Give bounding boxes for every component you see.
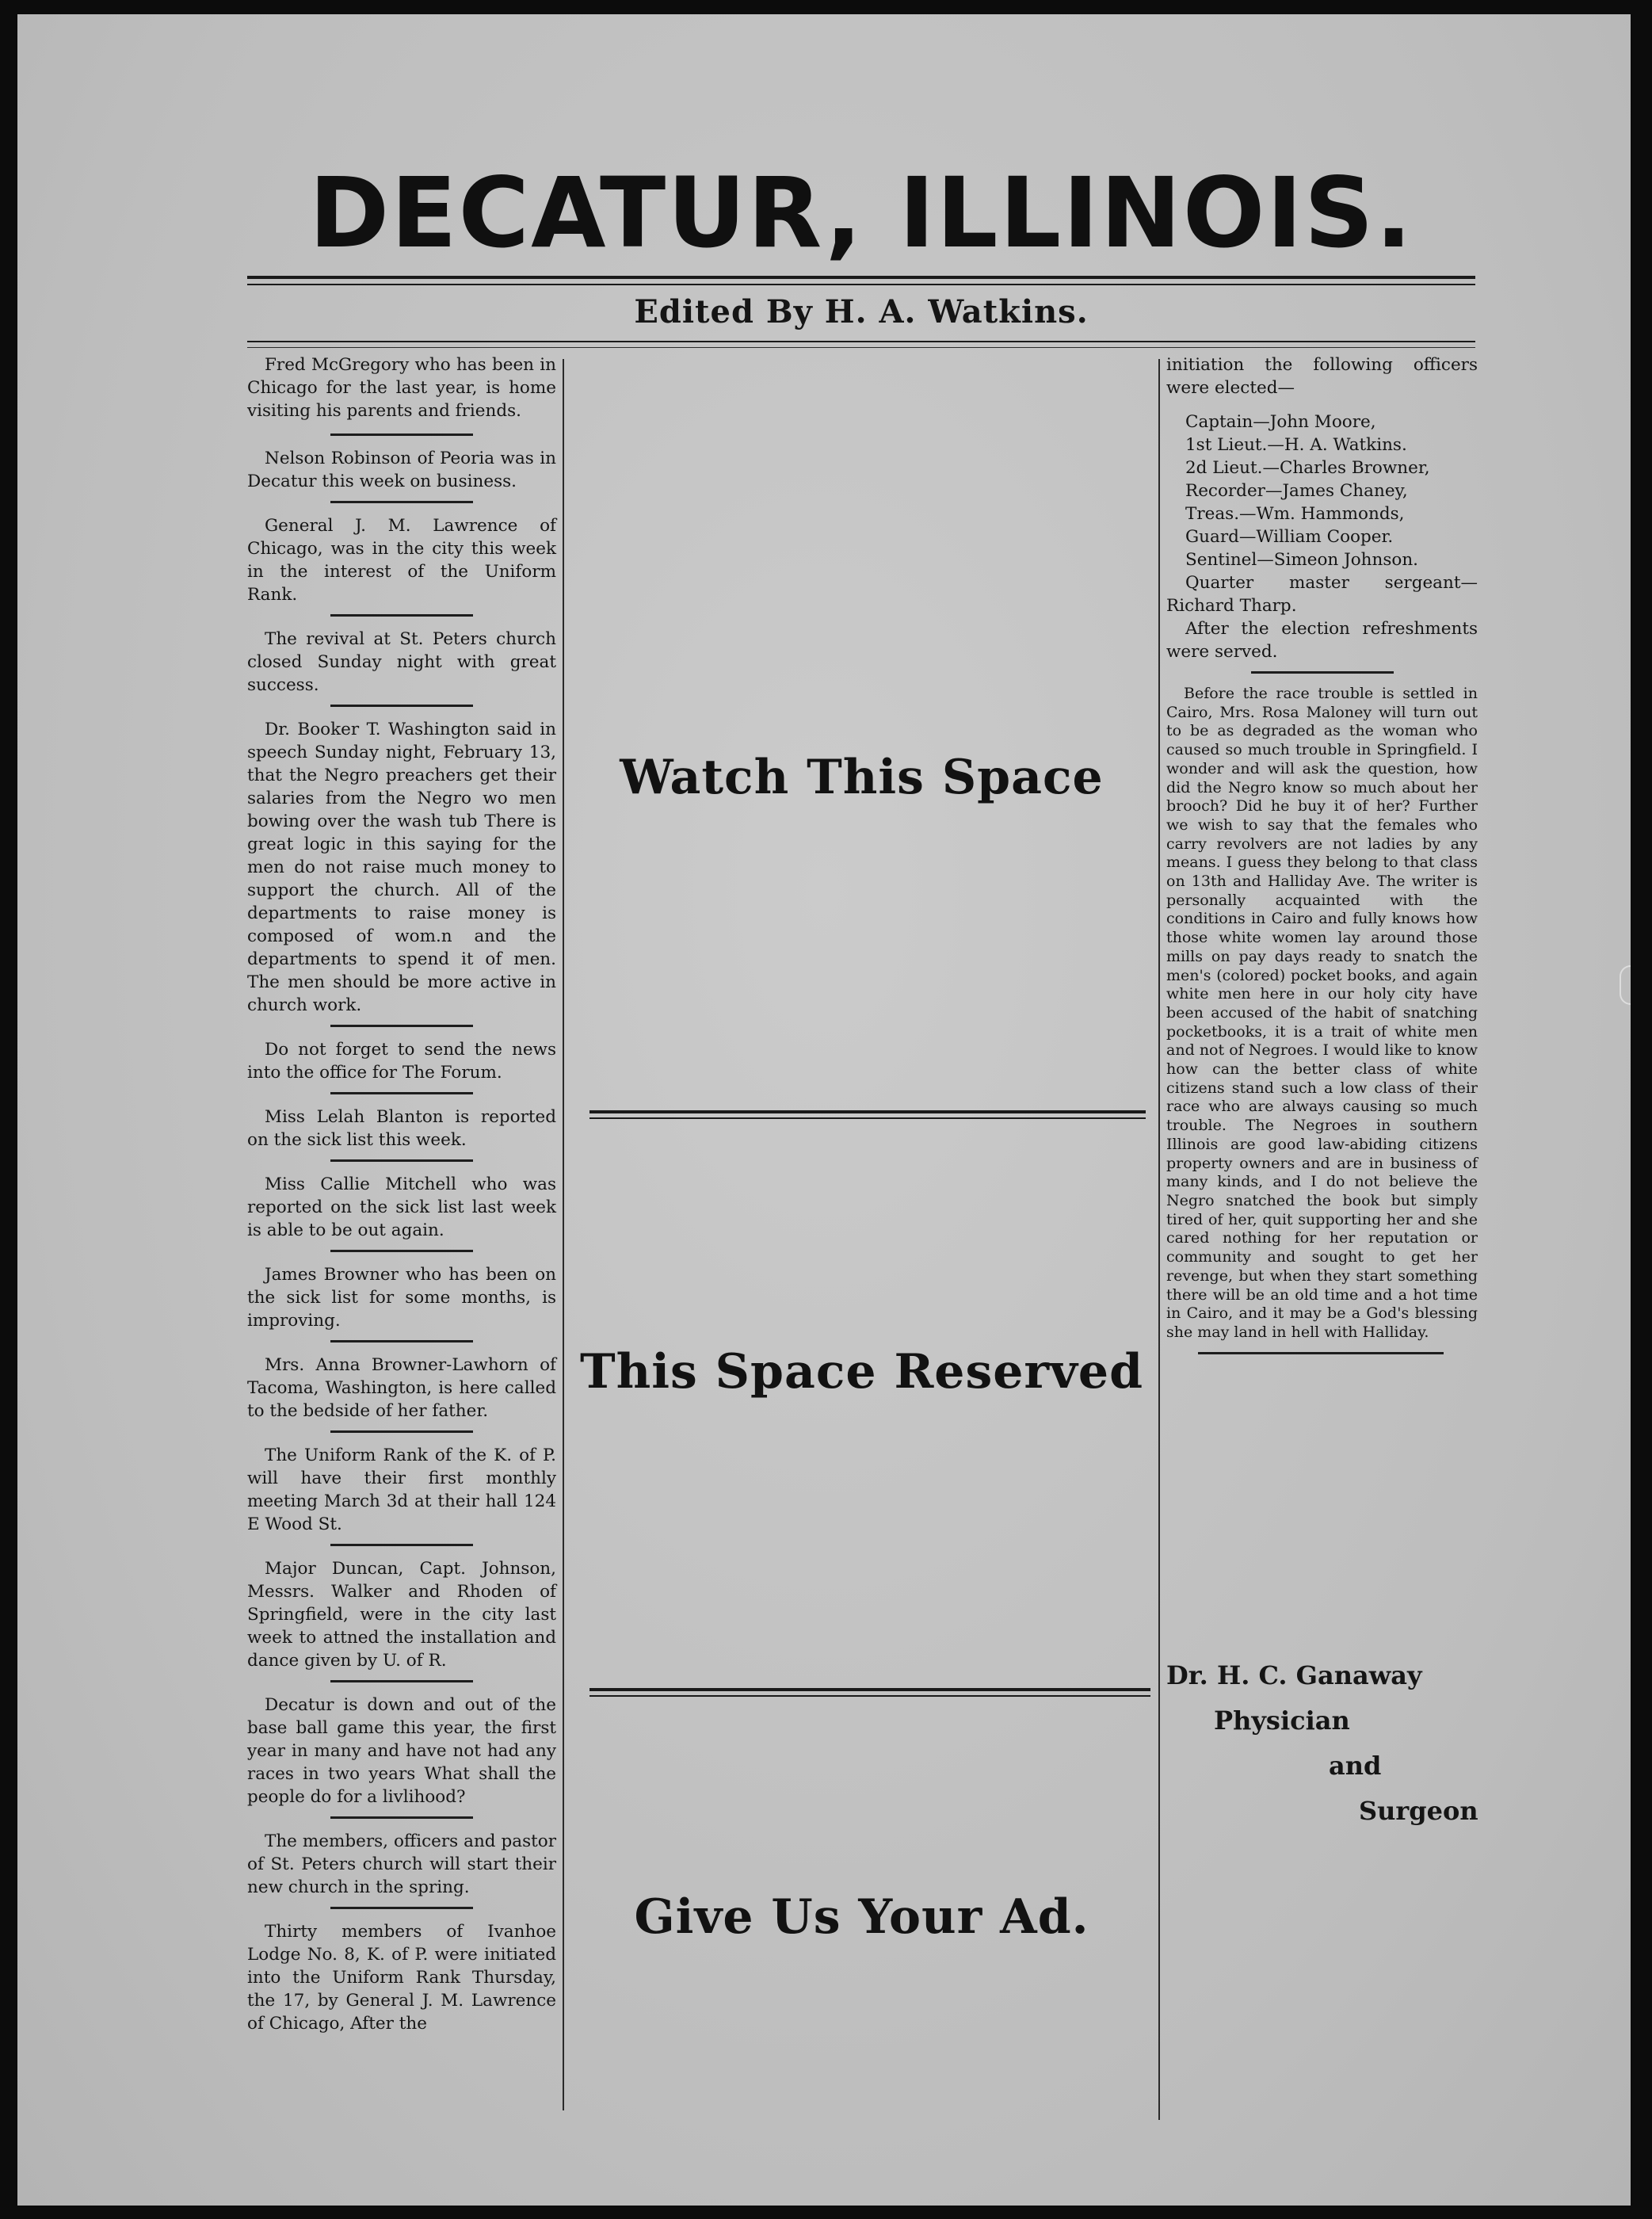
- news-item: Thirty members of Ivanhoe Lodge No. 8, K. of P. were initiated into the Uniform Rank Thursday, the 17, by General J. M. Lawrence of Chicago, After the: [247, 1922, 556, 2034]
- news-item: Major Duncan, Capt. Johnson, Messrs. Walker and Rhoden of Springfield, were in the city last week to attned the installation and dance given by U. of R.: [247, 1559, 556, 1671]
- separator: [330, 1340, 473, 1342]
- doctor-ad: [1166, 1653, 1483, 1834]
- ad-rule: [589, 1688, 1150, 1691]
- separator: [330, 1092, 473, 1094]
- editor-line: Edited By H. A. Watkins.: [634, 293, 1089, 330]
- officers-list: [1185, 411, 1478, 571]
- news-item: Do not forget to send the news into the office for The Forum.: [247, 1040, 556, 1083]
- officer-item: Sentinel—Simeon Johnson.: [1185, 550, 1419, 570]
- separator: [330, 1816, 473, 1819]
- news-item: Miss Lelah Blanton is reported on the sick list this week.: [247, 1107, 556, 1150]
- column-divider-left: [563, 359, 564, 2110]
- officer-item: Quarter master sergeant—Richard Tharp.: [1166, 573, 1478, 616]
- masthead-title: DECATUR, ILLINOIS.: [308, 157, 1414, 269]
- masthead-rule-thin: [247, 284, 1475, 285]
- newspaper-page: [17, 14, 1631, 2206]
- news-item: Decatur is down and out of the base ball game this year, the first year in many and have not had any races in two years What shall the people do for a livlihood?: [247, 1695, 556, 1807]
- news-item: Mrs. Anna Browner-Lawhorn of Tacoma, Washington, is here called to the bedside of her father.: [247, 1355, 556, 1421]
- ad-rule-thin: [589, 1117, 1146, 1119]
- separator: [330, 614, 473, 617]
- separator: [330, 433, 473, 436]
- separator: [1251, 671, 1394, 674]
- separator: [330, 705, 473, 707]
- separator: [330, 1025, 473, 1027]
- separator: [330, 1680, 473, 1682]
- ad-space-reserved: This Space Reserved: [579, 1344, 1144, 1400]
- ad-rule: [589, 1110, 1146, 1113]
- editor-rule-thin: [247, 347, 1475, 348]
- officer-item: Treas.—Wm. Hammonds,: [1185, 504, 1405, 524]
- masthead-rule: [247, 276, 1475, 279]
- officer-item: Recorder—James Chaney,: [1185, 481, 1408, 501]
- officers-intro: initiation the following officers were elected—: [1166, 355, 1478, 398]
- column-divider-right: [1158, 359, 1160, 2120]
- separator: [330, 1907, 473, 1909]
- right-column: [1166, 353, 1478, 1354]
- news-item: Miss Callie Mitchell who was reported on the sick list last week is able to be out again.: [247, 1174, 556, 1240]
- news-item: Dr. Booker T. Washington said in speech Sunday night, February 13, that the Negro preachers get their salaries from the Negro wo men bowing over the wash tub There is great logic in this saying for the men do not raise much money to support the church. All of the departments to raise money is composed of wom.n and the departments to spend it of men. The men should be more active in church work.: [247, 720, 556, 1015]
- separator: [330, 501, 473, 503]
- news-item: The Uniform Rank of the K. of P. will have their first monthly meeting March 3d at their hall 124 E Wood St.: [247, 1446, 556, 1534]
- separator: [330, 1430, 473, 1433]
- officer-item: 1st Lieut.—H. A. Watkins.: [1185, 435, 1407, 455]
- news-item: The members, officers and pastor of St. Peters church will start their new church in the spring.: [247, 1831, 556, 1897]
- news-item: Fred McGregory who has been in Chicago for the last year, is home visiting his parents and friends.: [247, 355, 556, 421]
- left-column: [247, 353, 556, 2035]
- officer-item: Guard—William Cooper.: [1185, 527, 1394, 547]
- ad-give-us-your-ad: Give Us Your Ad.: [634, 1889, 1089, 1945]
- separator: [330, 1544, 473, 1546]
- editor-rule: [247, 341, 1475, 342]
- news-item: Nelson Robinson of Peoria was in Decatur this week on business.: [247, 449, 556, 491]
- separator: [330, 1250, 473, 1252]
- separator: [330, 1159, 473, 1162]
- ad-watch-this-space: Watch This Space: [620, 750, 1104, 805]
- cairo-article: Before the race trouble is settled in Cairo, Mrs. Rosa Maloney will turn out to be as degraded as the woman who caused so much trouble in Springfield. I wonder and will ask the question, how did the Negro know so much about her brooch? Did he buy it of her? Further we wish to say that the females who carry revolvers are not ladies by any means. I guess they belong to that class on 13th and Halliday Ave. The writer is personally acquainted with the conditions in Cairo and fully knows how those white women lay around those mills on pay days ready to snatch the men's (colored) pocket books, and again white men here in our holy city have been accused of the habit of snatching pocketbooks, it is a trait of white men and not of Negroes. I would like to know how can the better class of white citizens stand such a low class of their race who are always causing so much trouble. The Negroes in southern Illinois are good law-abiding citizens property owners and are in business of many kinds, and I do not believe the Negro snatched the book but simply tired of her, quit supporting her and she cared nothing for her reputation or community and sought to get her revenge, but when they start something there will be an old time and a hot time in Cairo, and it may be a God's blessing she may land in hell with Halliday.: [1166, 685, 1478, 1341]
- article-end-rule: [1198, 1352, 1444, 1354]
- doctor-title-surgeon: Surgeon: [1359, 1796, 1478, 1826]
- news-item: General J. M. Lawrence of Chicago, was in the city this week in the interest of the Uniform Rank.: [247, 516, 556, 605]
- doctor-title-physician: Physician: [1214, 1705, 1350, 1736]
- officer-item: Captain—John Moore,: [1185, 412, 1376, 432]
- doctor-name: Dr. H. C. Ganaway: [1166, 1660, 1422, 1690]
- officers-closing: After the election refreshments were served.: [1166, 619, 1478, 662]
- doctor-title-and: and: [1329, 1751, 1382, 1781]
- news-item: The revival at St. Peters church closed Sunday night with great success.: [247, 629, 556, 695]
- news-item: James Browner who has been on the sick list for some months, is improving.: [247, 1265, 556, 1331]
- page-edge-tab: [1620, 965, 1631, 1005]
- officer-item: 2d Lieut.—Charles Browner,: [1185, 458, 1430, 478]
- ad-rule-thin: [589, 1695, 1150, 1697]
